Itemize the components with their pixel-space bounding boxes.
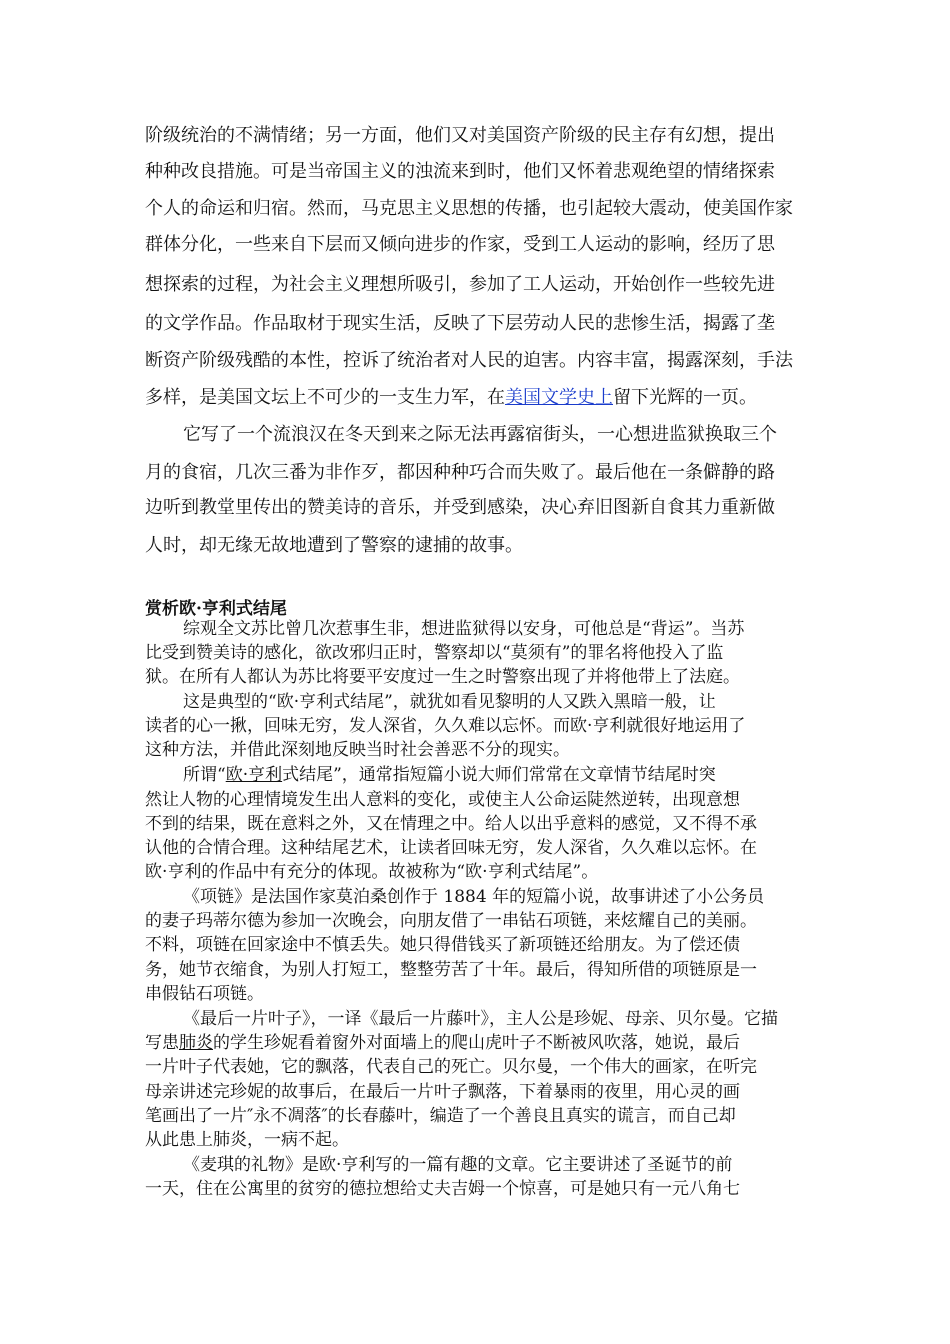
text-line: 想探索的过程，为社会主义理想所吸引，参加了工人运动，开始创作一些较先进 xyxy=(145,274,775,295)
text-line: 的妻子玛蒂尔德为参加一次晚会，向朋友借了一串钻石项链，来炫耀自己的美丽。 xyxy=(145,911,757,931)
text-line: 认他的合情合理。这种结尾艺术，让读者回味无穷，发人深省，久久难以忘怀。在 xyxy=(145,838,757,858)
text-line: 综观全文苏比曾几次惹事生非，想进监狱得以安身，可他总是“背运”。当苏 xyxy=(183,619,745,639)
text-line: 阶级统治的不满情绪；另一方面，他们又对美国资产阶级的民主存有幻想，提出 xyxy=(145,125,775,146)
text-line: 一片叶子代表她，它的飘落，代表自己的死亡。贝尔曼，一个伟大的画家，在听完 xyxy=(145,1057,757,1077)
text-line: 串假钻石项链。 xyxy=(145,984,264,1004)
link-pneumonia[interactable]: 肺炎 xyxy=(179,1033,213,1053)
text-line: 一天，住在公寓里的贫穷的德拉想给丈夫吉姆一个惊喜，可是她只有一元八角七 xyxy=(145,1179,740,1199)
text-line xyxy=(145,387,757,409)
text-span: 所谓“ xyxy=(183,765,226,785)
text-span: 留下光辉的一页。 xyxy=(613,387,757,408)
text-span: 多样，是美国文坛上不可少的一支生力军，在 xyxy=(145,387,505,408)
text-line: 种种改良措施。可是当帝国主义的浊流来到时，他们又怀着悲观绝望的情绪探索 xyxy=(145,161,775,182)
text-line: 它写了一个流浪汉在冬天到来之际无法再露宿街头，一心想进监狱换取三个 xyxy=(183,424,777,445)
text-line: 边听到教堂里传出的赞美诗的音乐，并受到感染，决心弃旧图新自食其力重新做 xyxy=(145,497,775,518)
text-span: 式结尾”，通常指短篇小说大师们常常在文章情节结尾时突 xyxy=(282,765,716,785)
text-line: 这是典型的“欧·亨利式结尾”，就犹如看见黎明的人又跌入黑暗一般，让 xyxy=(183,692,716,712)
link-ohenry[interactable]: 欧·亨利 xyxy=(225,765,283,785)
text-line: 《麦琪的礼物》是欧·亨利写的一篇有趣的文章。它主要讲述了圣诞节的前 xyxy=(183,1155,733,1175)
text-line: 不料，项链在回家途中不慎丢失。她只得借钱买了新项链还给朋友。为了偿还债 xyxy=(145,935,740,955)
text-span: 的学生珍妮看着窗外对面墙上的爬山虎叶子不断被风吹落，她说，最后 xyxy=(213,1033,740,1053)
text-line: 不到的结果，既在意料之外，又在情理之中。给人以出乎意料的感觉，又不得不承 xyxy=(145,814,757,834)
text-line: 月的食宿，几次三番为非作歹，都因种种巧合而失败了。最后他在一条僻静的路 xyxy=(145,462,775,483)
text-line: 《项链》是法国作家莫泊桑创作于 1884 年的短篇小说，故事讲述了小公务员 xyxy=(183,887,765,907)
section-heading: 赏析欧·亨利式结尾 xyxy=(145,599,287,619)
link-american-literature-history[interactable]: 美国文学史上 xyxy=(505,387,613,408)
text-line: 然让人物的心理情境发生出人意料的变化，或使主人公命运陡然逆转，出现意想 xyxy=(145,790,740,810)
text-line: 个人的命运和归宿。然而，马克思主义思想的传播，也引起较大震动，使美国作家 xyxy=(145,198,793,219)
text-line: 狱。在所有人都认为苏比将要平安度过一生之时警察出现了并将他带上了法庭。 xyxy=(145,667,740,687)
text-line: 欧·亨利的作品中有充分的体现。故被称为“欧·亨利式结尾”。 xyxy=(145,862,599,882)
text-line: 母亲讲述完珍妮的故事后，在最后一片叶子飘落，下着暴雨的夜里，用心灵的画 xyxy=(145,1082,740,1102)
text-line: 《最后一片叶子》，一译《最后一片藤叶》，主人公是珍妮、母亲、贝尔曼。它描 xyxy=(183,1009,778,1029)
text-line: 群体分化，一些来自下层而又倾向进步的作家，受到工人运动的影响，经历了思 xyxy=(145,234,775,255)
text-line: 人时，却无缘无故地遭到了警察的逮捕的故事。 xyxy=(145,535,523,556)
text-line: 务，她节衣缩食，为别人打短工，整整劳苦了十年。最后，得知所借的项链原是一 xyxy=(145,960,757,980)
text-line: 比受到赞美诗的感化，欲改邪归正时，警察却以“莫须有”的罪名将他投入了监 xyxy=(145,643,724,663)
text-line: 的文学作品。作品取材于现实生活，反映了下层劳动人民的悲惨生活，揭露了垄 xyxy=(145,313,775,334)
text-line: 这种方法，并借此深刻地反映当时社会善恶不分的现实。 xyxy=(145,740,570,760)
text-span: 写患 xyxy=(145,1033,179,1053)
text-line xyxy=(145,1032,740,1054)
text-line xyxy=(183,764,716,786)
text-line: 断资产阶级残酷的本性，控诉了统治者对人民的迫害。内容丰富，揭露深刻，手法 xyxy=(145,350,793,371)
text-line: 读者的心一揪，回味无穷，发人深省，久久难以忘怀。而欧·亨利就很好地运用了 xyxy=(145,716,746,736)
text-line: 笔画出了一片″永不凋落″的长春藤叶，编造了一个善良且真实的谎言，而自己却 xyxy=(145,1106,736,1126)
text-line: 从此患上肺炎，一病不起。 xyxy=(145,1130,349,1150)
